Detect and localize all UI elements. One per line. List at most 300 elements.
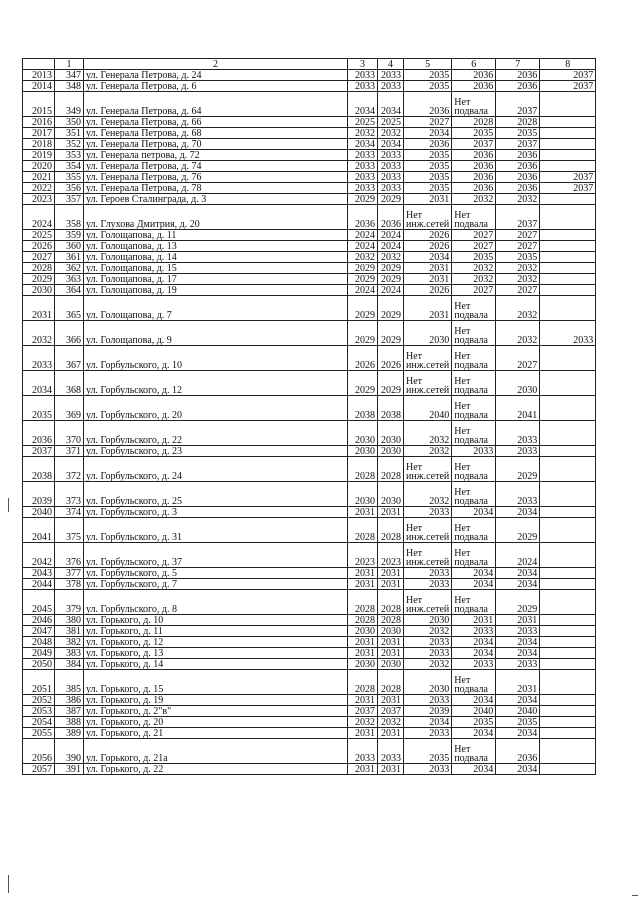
row-index-cell: 2039	[23, 482, 55, 507]
address-cell: ул. Голощапова, д. 9	[84, 321, 348, 346]
column-header: 3	[348, 59, 378, 70]
year-col-8-cell	[540, 396, 596, 421]
row-index-cell: 2045	[23, 590, 55, 615]
row-index-cell: 2031	[23, 296, 55, 321]
row-index-cell: 2037	[23, 446, 55, 457]
year-col-3-cell: 2030	[348, 482, 378, 507]
year-col-7-cell: 2037	[496, 139, 540, 150]
column-header	[23, 59, 55, 70]
year-col-6-cell: 2034	[452, 568, 496, 579]
year-col-8-cell	[540, 739, 596, 764]
table-row	[23, 568, 596, 579]
year-col-6-cell: 2027	[452, 230, 496, 241]
year-col-8-cell	[540, 717, 596, 728]
table-row	[23, 70, 596, 81]
year-col-5-cell: Нет инж.сетей	[404, 543, 452, 568]
year-col-3-cell: 2029	[348, 194, 378, 205]
year-col-7-cell: 2034	[496, 568, 540, 579]
row-number-cell: 366	[55, 321, 84, 346]
row-number-cell: 376	[55, 543, 84, 568]
year-col-3-cell: 2030	[348, 659, 378, 670]
year-col-6-cell: 2036	[452, 172, 496, 183]
address-cell: ул. Горбульского, д. 7	[84, 579, 348, 590]
year-col-8-cell	[540, 296, 596, 321]
address-cell: ул. Генерала Петрова, д. 78	[84, 183, 348, 194]
year-col-8-cell	[540, 194, 596, 205]
year-col-7-cell: 2036	[496, 81, 540, 92]
year-col-4-cell: 2031	[378, 728, 404, 739]
row-number-cell: 354	[55, 161, 84, 172]
year-col-5-cell: Нет инж.сетей	[404, 346, 452, 371]
row-index-cell: 2036	[23, 421, 55, 446]
year-col-7-cell: 2036	[496, 739, 540, 764]
year-col-8-cell	[540, 446, 596, 457]
address-cell: ул. Горького, д. 19	[84, 695, 348, 706]
row-index-cell: 2030	[23, 285, 55, 296]
address-cell: ул. Генерала Петрова, д. 70	[84, 139, 348, 150]
scan-edge-mark	[8, 875, 9, 893]
row-index-cell: 2021	[23, 172, 55, 183]
year-col-3-cell: 2028	[348, 615, 378, 626]
table-row	[23, 296, 596, 321]
column-header: 8	[540, 59, 596, 70]
year-col-3-cell: 2028	[348, 670, 378, 695]
year-col-5-cell: 2033	[404, 648, 452, 659]
year-col-4-cell: 2029	[378, 274, 404, 285]
table-row	[23, 252, 596, 263]
address-cell: ул. Генерала Петрова, д. 64	[84, 92, 348, 117]
address-cell: ул. Голощапова, д. 15	[84, 263, 348, 274]
row-index-cell: 2014	[23, 81, 55, 92]
year-col-4-cell: 2023	[378, 543, 404, 568]
year-col-3-cell: 2034	[348, 139, 378, 150]
year-col-4-cell: 2028	[378, 518, 404, 543]
year-col-5-cell: 2031	[404, 296, 452, 321]
year-col-4-cell: 2033	[378, 81, 404, 92]
row-index-cell: 2029	[23, 274, 55, 285]
table-row	[23, 205, 596, 230]
row-number-cell: 373	[55, 482, 84, 507]
row-number-cell: 381	[55, 626, 84, 637]
year-col-3-cell: 2024	[348, 285, 378, 296]
year-col-6-cell: 2033	[452, 446, 496, 457]
year-col-7-cell: 2036	[496, 172, 540, 183]
row-number-cell: 353	[55, 150, 84, 161]
year-col-8-cell	[540, 507, 596, 518]
year-col-6-cell: 2034	[452, 648, 496, 659]
year-col-5-cell: 2026	[404, 285, 452, 296]
year-col-6-cell: Нет подвала	[452, 543, 496, 568]
year-col-5-cell: 2039	[404, 706, 452, 717]
year-col-5-cell: 2034	[404, 128, 452, 139]
row-number-cell: 350	[55, 117, 84, 128]
row-index-cell: 2028	[23, 263, 55, 274]
row-index-cell: 2053	[23, 706, 55, 717]
year-col-4-cell: 2029	[378, 263, 404, 274]
row-index-cell: 2048	[23, 637, 55, 648]
year-col-4-cell: 2030	[378, 482, 404, 507]
year-col-6-cell: 2032	[452, 263, 496, 274]
year-col-5-cell: 2032	[404, 626, 452, 637]
column-number-row	[23, 59, 596, 70]
row-number-cell: 363	[55, 274, 84, 285]
row-index-cell: 2044	[23, 579, 55, 590]
year-col-4-cell: 2031	[378, 695, 404, 706]
year-col-8-cell	[540, 637, 596, 648]
column-header: 7	[496, 59, 540, 70]
table-row	[23, 396, 596, 421]
year-col-4-cell: 2029	[378, 194, 404, 205]
year-col-3-cell: 2036	[348, 205, 378, 230]
table-row	[23, 446, 596, 457]
year-col-4-cell: 2031	[378, 507, 404, 518]
address-cell: ул. Голощапова, д. 11	[84, 230, 348, 241]
row-number-cell: 370	[55, 421, 84, 446]
address-cell: ул. Глухова Дмитрия, д. 20	[84, 205, 348, 230]
year-col-4-cell: 2032	[378, 252, 404, 263]
year-col-8-cell	[540, 457, 596, 482]
year-col-6-cell: 2032	[452, 194, 496, 205]
table-row	[23, 371, 596, 396]
address-cell: ул. Горького, д. 22	[84, 764, 348, 775]
year-col-8-cell: 2037	[540, 172, 596, 183]
row-number-cell: 360	[55, 241, 84, 252]
table-row	[23, 615, 596, 626]
year-col-5-cell: 2032	[404, 446, 452, 457]
year-col-5-cell: 2035	[404, 172, 452, 183]
row-number-cell: 390	[55, 739, 84, 764]
year-col-6-cell: 2036	[452, 183, 496, 194]
year-col-5-cell: 2026	[404, 241, 452, 252]
address-cell: ул. Горбульского, д. 5	[84, 568, 348, 579]
row-number-cell: 364	[55, 285, 84, 296]
year-col-3-cell: 2033	[348, 150, 378, 161]
address-cell: ул. Горького, д. 13	[84, 648, 348, 659]
year-col-4-cell: 2034	[378, 92, 404, 117]
address-cell: ул. Горбульского, д. 3	[84, 507, 348, 518]
year-col-7-cell: 2034	[496, 648, 540, 659]
row-number-cell: 358	[55, 205, 84, 230]
row-number-cell: 386	[55, 695, 84, 706]
year-col-6-cell: 2028	[452, 117, 496, 128]
year-col-5-cell: 2036	[404, 92, 452, 117]
year-col-7-cell: 2028	[496, 117, 540, 128]
row-index-cell: 2016	[23, 117, 55, 128]
year-col-4-cell: 2033	[378, 172, 404, 183]
year-col-7-cell: 2031	[496, 615, 540, 626]
year-col-7-cell: 2024	[496, 543, 540, 568]
year-col-7-cell: 2029	[496, 518, 540, 543]
year-col-6-cell: Нет подвала	[452, 421, 496, 446]
year-col-5-cell: 2026	[404, 230, 452, 241]
table-row	[23, 695, 596, 706]
year-col-7-cell: 2029	[496, 457, 540, 482]
year-col-6-cell: 2034	[452, 728, 496, 739]
year-col-5-cell: 2032	[404, 421, 452, 446]
year-col-4-cell: 2031	[378, 568, 404, 579]
year-col-8-cell: 2037	[540, 70, 596, 81]
row-number-cell: 377	[55, 568, 84, 579]
year-col-7-cell: 2036	[496, 70, 540, 81]
year-col-8-cell	[540, 615, 596, 626]
year-col-8-cell	[540, 241, 596, 252]
year-col-6-cell: Нет подвала	[452, 296, 496, 321]
year-col-8-cell: 2037	[540, 81, 596, 92]
address-cell: ул. Голощапова, д. 13	[84, 241, 348, 252]
table-row	[23, 648, 596, 659]
year-col-5-cell: 2034	[404, 717, 452, 728]
year-col-8-cell	[540, 659, 596, 670]
table-row	[23, 457, 596, 482]
year-col-5-cell: 2031	[404, 274, 452, 285]
year-col-4-cell: 2028	[378, 615, 404, 626]
address-cell: ул. Горького, д. 15	[84, 670, 348, 695]
year-col-5-cell: 2033	[404, 695, 452, 706]
row-index-cell: 2050	[23, 659, 55, 670]
year-col-7-cell: 2037	[496, 92, 540, 117]
row-number-cell: 355	[55, 172, 84, 183]
year-col-3-cell: 2033	[348, 161, 378, 172]
year-col-6-cell: Нет подвала	[452, 396, 496, 421]
year-col-4-cell: 2024	[378, 241, 404, 252]
address-cell: ул. Горбульского, д. 25	[84, 482, 348, 507]
row-index-cell: 2022	[23, 183, 55, 194]
year-col-8-cell	[540, 263, 596, 274]
year-col-6-cell: Нет подвала	[452, 739, 496, 764]
year-col-4-cell: 2033	[378, 183, 404, 194]
year-col-7-cell: 2033	[496, 482, 540, 507]
year-col-6-cell: Нет подвала	[452, 205, 496, 230]
year-col-3-cell: 2032	[348, 717, 378, 728]
year-col-4-cell: 2032	[378, 128, 404, 139]
row-index-cell: 2020	[23, 161, 55, 172]
year-col-4-cell: 2024	[378, 230, 404, 241]
row-index-cell: 2043	[23, 568, 55, 579]
year-col-7-cell: 2027	[496, 346, 540, 371]
row-index-cell: 2040	[23, 507, 55, 518]
year-col-4-cell: 2033	[378, 161, 404, 172]
year-col-8-cell	[540, 670, 596, 695]
year-col-5-cell: 2033	[404, 728, 452, 739]
row-index-cell: 2051	[23, 670, 55, 695]
year-col-5-cell: Нет инж.сетей	[404, 371, 452, 396]
year-col-3-cell: 2031	[348, 728, 378, 739]
address-cell: ул. Горького, д. 11	[84, 626, 348, 637]
year-col-3-cell: 2028	[348, 518, 378, 543]
year-col-6-cell: 2032	[452, 274, 496, 285]
year-col-3-cell: 2033	[348, 739, 378, 764]
year-col-4-cell: 2033	[378, 739, 404, 764]
row-number-cell: 367	[55, 346, 84, 371]
year-col-7-cell: 2032	[496, 296, 540, 321]
year-col-6-cell: 2035	[452, 128, 496, 139]
table-row	[23, 321, 596, 346]
year-col-6-cell: Нет подвала	[452, 590, 496, 615]
year-col-8-cell	[540, 150, 596, 161]
year-col-5-cell: 2034	[404, 252, 452, 263]
scan-edge-mark	[8, 498, 9, 512]
row-index-cell: 2027	[23, 252, 55, 263]
row-number-cell: 348	[55, 81, 84, 92]
year-col-4-cell: 2029	[378, 371, 404, 396]
year-col-8-cell	[540, 706, 596, 717]
row-index-cell: 2042	[23, 543, 55, 568]
year-col-5-cell: 2033	[404, 568, 452, 579]
year-col-7-cell: 2035	[496, 128, 540, 139]
year-col-8-cell	[540, 346, 596, 371]
year-col-6-cell: Нет подвала	[452, 482, 496, 507]
table-row	[23, 739, 596, 764]
year-col-6-cell: 2040	[452, 706, 496, 717]
year-col-4-cell: 2031	[378, 764, 404, 775]
row-number-cell: 359	[55, 230, 84, 241]
year-col-8-cell	[540, 764, 596, 775]
year-col-6-cell: 2036	[452, 161, 496, 172]
year-col-3-cell: 2031	[348, 764, 378, 775]
table-row	[23, 590, 596, 615]
table-row	[23, 637, 596, 648]
row-index-cell: 2041	[23, 518, 55, 543]
table-row	[23, 482, 596, 507]
year-col-7-cell: 2034	[496, 728, 540, 739]
year-col-8-cell	[540, 230, 596, 241]
year-col-4-cell: 2030	[378, 659, 404, 670]
year-col-4-cell: 2031	[378, 579, 404, 590]
address-cell: ул. Горбульского, д. 8	[84, 590, 348, 615]
address-cell: ул. Генерала Петрова, д. 68	[84, 128, 348, 139]
year-col-7-cell: 2030	[496, 371, 540, 396]
year-col-3-cell: 2025	[348, 117, 378, 128]
year-col-6-cell: Нет подвала	[452, 670, 496, 695]
row-number-cell: 369	[55, 396, 84, 421]
address-cell: ул. Горького, д. 20	[84, 717, 348, 728]
year-col-7-cell: 2036	[496, 161, 540, 172]
row-index-cell: 2013	[23, 70, 55, 81]
year-col-7-cell: 2041	[496, 396, 540, 421]
row-number-cell: 362	[55, 263, 84, 274]
year-col-7-cell: 2027	[496, 285, 540, 296]
housing-schedule-table	[22, 58, 596, 775]
column-header: 5	[404, 59, 452, 70]
address-cell: ул. Генерала петрова, д. 72	[84, 150, 348, 161]
year-col-6-cell: Нет подвала	[452, 346, 496, 371]
row-index-cell: 2034	[23, 371, 55, 396]
year-col-8-cell	[540, 482, 596, 507]
year-col-6-cell: 2035	[452, 252, 496, 263]
year-col-6-cell: 2034	[452, 764, 496, 775]
row-index-cell: 2026	[23, 241, 55, 252]
scan-edge-mark	[632, 895, 638, 896]
row-number-cell: 383	[55, 648, 84, 659]
year-col-4-cell: 2029	[378, 321, 404, 346]
year-col-4-cell: 2036	[378, 205, 404, 230]
year-col-6-cell: 2034	[452, 579, 496, 590]
year-col-3-cell: 2034	[348, 92, 378, 117]
year-col-5-cell: 2035	[404, 161, 452, 172]
year-col-3-cell: 2031	[348, 648, 378, 659]
year-col-7-cell: 2035	[496, 252, 540, 263]
table-row	[23, 117, 596, 128]
row-index-cell: 2019	[23, 150, 55, 161]
year-col-4-cell: 2030	[378, 446, 404, 457]
year-col-8-cell	[540, 728, 596, 739]
row-index-cell: 2024	[23, 205, 55, 230]
address-cell: ул. Героев Сталинграда, д. 3	[84, 194, 348, 205]
address-cell: ул. Горбульского, д. 31	[84, 518, 348, 543]
year-col-5-cell: 2035	[404, 81, 452, 92]
row-number-cell: 361	[55, 252, 84, 263]
table-row	[23, 717, 596, 728]
row-number-cell: 372	[55, 457, 84, 482]
row-number-cell: 349	[55, 92, 84, 117]
year-col-8-cell: 2033	[540, 321, 596, 346]
year-col-3-cell: 2033	[348, 70, 378, 81]
address-cell: ул. Генерала Петрова, д. 24	[84, 70, 348, 81]
table-row	[23, 183, 596, 194]
year-col-5-cell: 2033	[404, 579, 452, 590]
year-col-5-cell: Нет инж.сетей	[404, 205, 452, 230]
year-col-4-cell: 2033	[378, 150, 404, 161]
table-row	[23, 626, 596, 637]
address-cell: ул. Горького, д. 21а	[84, 739, 348, 764]
year-col-6-cell: 2033	[452, 659, 496, 670]
year-col-7-cell: 2032	[496, 263, 540, 274]
year-col-6-cell: 2027	[452, 241, 496, 252]
address-cell: ул. Горбульского, д. 10	[84, 346, 348, 371]
address-cell: ул. Горького, д. 2"в"	[84, 706, 348, 717]
year-col-4-cell: 2030	[378, 421, 404, 446]
year-col-8-cell	[540, 128, 596, 139]
year-col-5-cell: Нет инж.сетей	[404, 590, 452, 615]
row-index-cell: 2033	[23, 346, 55, 371]
address-cell: ул. Горбульского, д. 22	[84, 421, 348, 446]
row-number-cell: 382	[55, 637, 84, 648]
year-col-5-cell: Нет инж.сетей	[404, 518, 452, 543]
row-number-cell: 374	[55, 507, 84, 518]
year-col-8-cell	[540, 117, 596, 128]
table-row	[23, 263, 596, 274]
address-cell: ул. Голощапова, д. 17	[84, 274, 348, 285]
year-col-4-cell: 2030	[378, 626, 404, 637]
year-col-8-cell	[540, 543, 596, 568]
year-col-3-cell: 2033	[348, 81, 378, 92]
year-col-3-cell: 2029	[348, 274, 378, 285]
year-col-6-cell: 2034	[452, 695, 496, 706]
column-header: 4	[378, 59, 404, 70]
year-col-7-cell: 2037	[496, 205, 540, 230]
table-row	[23, 92, 596, 117]
row-number-cell: 352	[55, 139, 84, 150]
address-cell: ул. Генерала Петрова, д. 76	[84, 172, 348, 183]
row-number-cell: 378	[55, 579, 84, 590]
year-col-8-cell	[540, 285, 596, 296]
year-col-8-cell	[540, 579, 596, 590]
table-row	[23, 421, 596, 446]
year-col-7-cell: 2032	[496, 274, 540, 285]
row-number-cell: 351	[55, 128, 84, 139]
row-index-cell: 2054	[23, 717, 55, 728]
row-index-cell: 2046	[23, 615, 55, 626]
address-cell: ул. Горбульского, д. 12	[84, 371, 348, 396]
year-col-3-cell: 2030	[348, 421, 378, 446]
year-col-7-cell: 2029	[496, 590, 540, 615]
year-col-3-cell: 2038	[348, 396, 378, 421]
year-col-8-cell	[540, 139, 596, 150]
address-cell: ул. Генерала Петрова, д. 66	[84, 117, 348, 128]
row-index-cell: 2032	[23, 321, 55, 346]
year-col-3-cell: 2024	[348, 241, 378, 252]
address-cell: ул. Горького, д. 14	[84, 659, 348, 670]
